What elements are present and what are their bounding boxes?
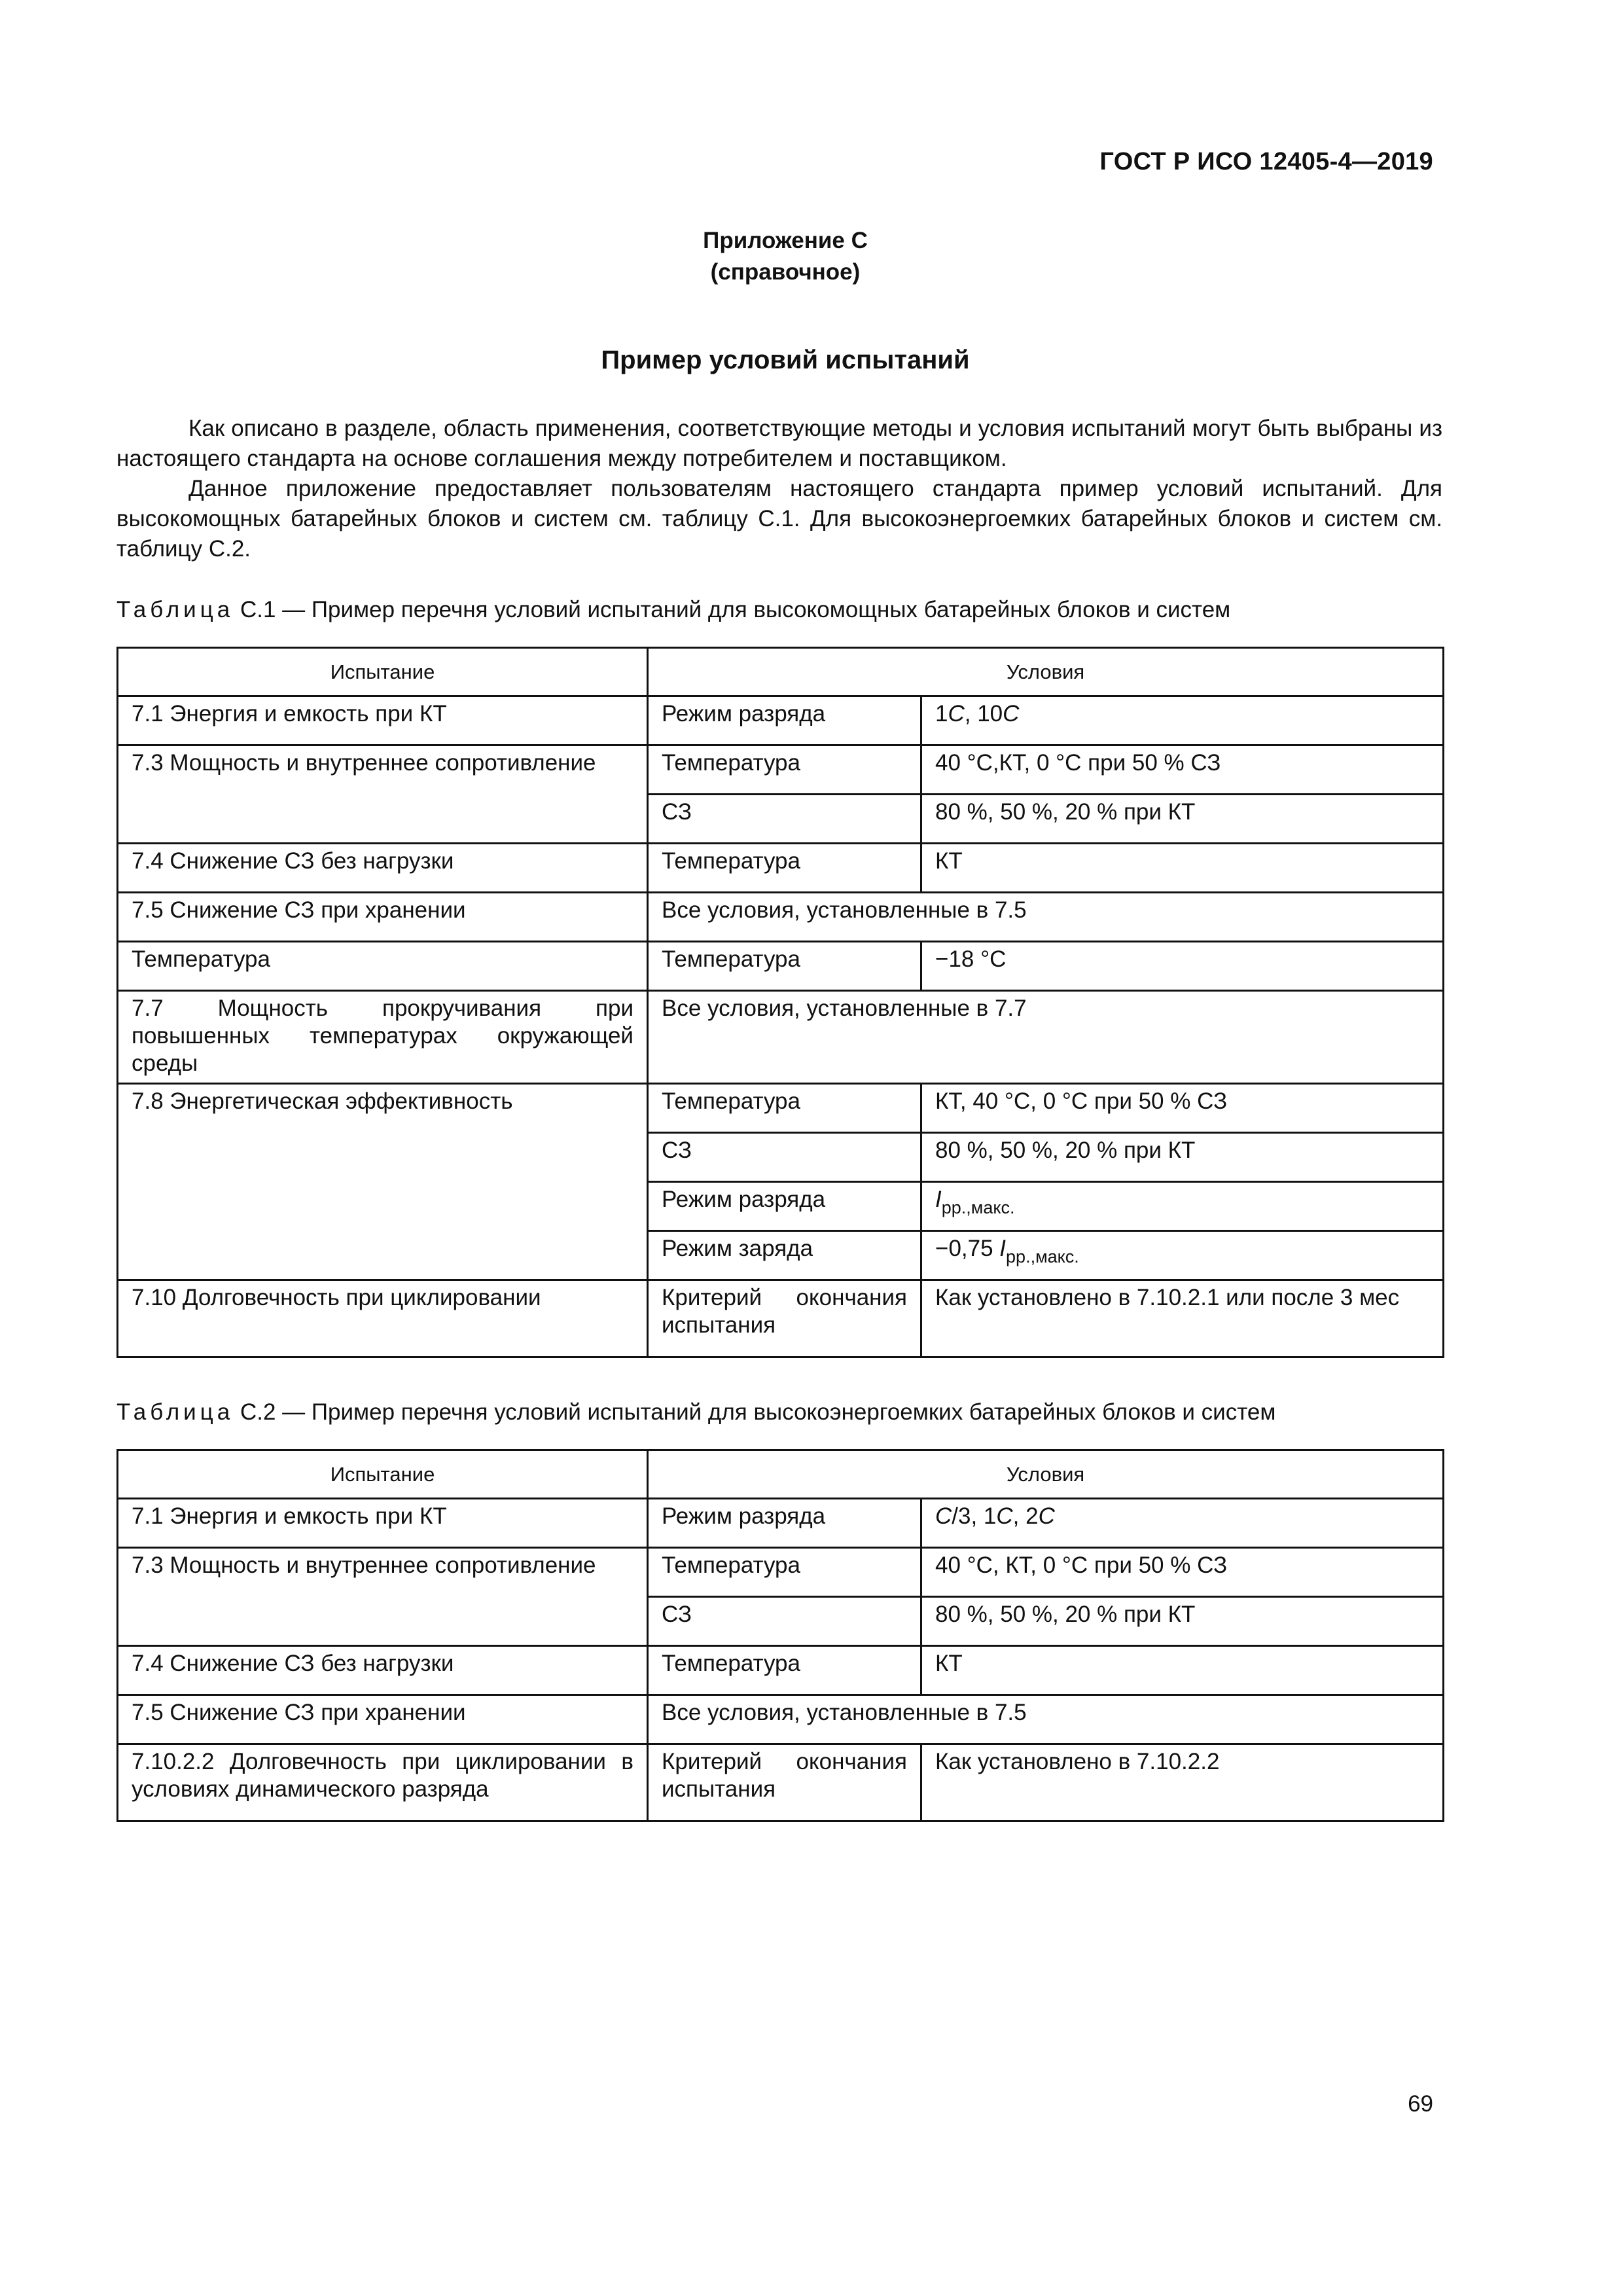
table2-r2-test: 7.3 Мощность и внутреннее сопротивление — [118, 1548, 648, 1646]
table1-r4-param: Температура — [648, 844, 921, 893]
table1-r9-param: СЗ — [648, 1133, 921, 1182]
table-row — [118, 844, 1444, 893]
table1-r2-test: 7.3 Мощность и внутреннее сопротивление — [118, 745, 648, 844]
table-row — [118, 1646, 1444, 1695]
table2-r4-param: Температура — [648, 1646, 921, 1695]
table1-r12-test: 7.10 Долговечность при циклировании — [118, 1280, 648, 1357]
table2 — [116, 1449, 1444, 1822]
table1-r5-conditions: Все условия, установленные в 7.5 — [648, 893, 1444, 942]
table-row — [118, 696, 1444, 745]
table1-r3-param: СЗ — [648, 795, 921, 844]
table1-r8-test: 7.8 Энергетическая эффективность — [118, 1084, 648, 1280]
paragraph-scope: Как описано в разделе, область применения, соответствующие методы и условия испытаний могут быть выбраны из настоящего стандарта на основе соглашения между потребителем и поставщиком. — [116, 416, 1442, 471]
table2-r3-value: 80 %, 50 %, 20 % при КТ — [921, 1597, 1444, 1646]
table1-caption-text: С.1 — Пример перечня условий испытаний для высокомощных батарейных блоков и систем — [240, 597, 1231, 622]
table2-r2-param: Температура — [648, 1548, 921, 1597]
table1-header-row — [118, 648, 1444, 696]
table1-r8-value: КТ, 40 °С, 0 °С при 50 % СЗ — [921, 1084, 1444, 1133]
table2-header-conditions: Условия — [648, 1450, 1444, 1499]
table2-r1-test: 7.1 Энергия и емкость при КТ — [118, 1499, 648, 1548]
table2-caption-text: С.2 — Пример перечня условий испытаний для высокоэнергоемких батарейных блоков и систем — [240, 1399, 1276, 1425]
table1-r3-value: 80 %, 50 %, 20 % при КТ — [921, 795, 1444, 844]
table2-r5-test: 7.5 Снижение СЗ при хранении — [118, 1695, 648, 1744]
table1-r7-test: 7.7 Мощность прокручивания при повышенных температурах окружающей среды — [118, 991, 648, 1084]
table-row — [118, 1744, 1444, 1821]
document-standard-number: ГОСТ Р ИСО 12405-4—2019 — [1099, 148, 1433, 175]
table1-label: Таблица — [116, 597, 234, 622]
table2-r6-param: Критерий окончания испытания — [648, 1744, 921, 1821]
table1-r12-param: Критерий окончания испытания — [648, 1280, 921, 1357]
table-row — [118, 1695, 1444, 1744]
table1-r11-value: −0,75 $I_{рр.,макс.}$ — [921, 1231, 1444, 1280]
table2-r4-test: 7.4 Снижение СЗ без нагрузки — [118, 1646, 648, 1695]
table-row — [118, 893, 1444, 942]
table2-r6-test: 7.10.2.2 Долговечность при циклировании в условиях динамического разряда — [118, 1744, 648, 1821]
table2-header-test: Испытание — [118, 1450, 648, 1499]
table2-r5-conditions: Все условия, установленные в 7.5 — [648, 1695, 1444, 1744]
table1-r10-value: $I_{рр.,макс.}$ — [921, 1182, 1444, 1231]
table-row — [118, 745, 1444, 795]
table1-header-test: Испытание — [118, 648, 648, 696]
table-row — [118, 1084, 1444, 1133]
table-row — [118, 942, 1444, 991]
table1-r7-conditions: Все условия, установленные в 7.7 — [648, 991, 1444, 1084]
table2-r6-value: Как установлено в 7.10.2.2 — [921, 1744, 1444, 1821]
table2-label: Таблица — [116, 1399, 234, 1425]
table1-r2-param: Температура — [648, 745, 921, 795]
table1-r4-value: КТ — [921, 844, 1444, 893]
table-row — [118, 1548, 1444, 1597]
table2-r2-value: 40 °С, КТ, 0 °С при 50 % СЗ — [921, 1548, 1444, 1597]
page-number: 69 — [1408, 2091, 1433, 2117]
table2-header-row — [118, 1450, 1444, 1499]
table2-r3-param: СЗ — [648, 1597, 921, 1646]
table1-r5-test: 7.5 Снижение СЗ при хранении — [118, 893, 648, 942]
table1-r2-value: 40 °С,КТ, 0 °С при 50 % СЗ — [921, 745, 1444, 795]
table1-r9-value: 80 %, 50 %, 20 % при КТ — [921, 1133, 1444, 1182]
table2-caption — [116, 1399, 1275, 1426]
table1-r12-value: Как установлено в 7.10.2.1 или после 3 мес — [921, 1280, 1444, 1357]
annex-title: Приложение С — [703, 228, 868, 253]
table2-r1-param: Режим разряда — [648, 1499, 921, 1548]
table1-r8-param: Температура — [648, 1084, 921, 1133]
table-row — [118, 991, 1444, 1084]
table1-r10-param: Режим разряда — [648, 1182, 921, 1231]
table1-r6-value: −18 °С — [921, 942, 1444, 991]
table-row — [118, 1280, 1444, 1357]
table1-header-conditions: Условия — [648, 648, 1444, 696]
section-heading: Пример условий испытаний — [601, 346, 970, 374]
table2-r4-value: КТ — [921, 1646, 1444, 1695]
table1-r6-param: Температура — [648, 942, 921, 991]
table1-r1-test: 7.1 Энергия и емкость при КТ — [118, 696, 648, 745]
table1-r1-value: 1C, 10C — [921, 696, 1444, 745]
table-row — [118, 1499, 1444, 1548]
table1-r11-param: Режим заряда — [648, 1231, 921, 1280]
table1-r4-test: 7.4 Снижение СЗ без нагрузки — [118, 844, 648, 893]
paragraph-purpose: Данное приложение предоставляет пользователям настоящего стандарта пример условий испытаний. Для высокомощных батарейных блоков и систем см. таблицу С.1. Для высокоэнергоемких батарейных блоков и систем см. таблицу С.2. — [116, 476, 1442, 562]
annex-note: (справочное) — [710, 259, 861, 285]
table1-r6-test: Температура — [118, 942, 648, 991]
table1 — [116, 647, 1444, 1358]
table1-caption — [116, 597, 1230, 623]
table1-r1-param: Режим разряда — [648, 696, 921, 745]
table2-r1-value: C/3, 1C, 2C — [921, 1499, 1444, 1548]
